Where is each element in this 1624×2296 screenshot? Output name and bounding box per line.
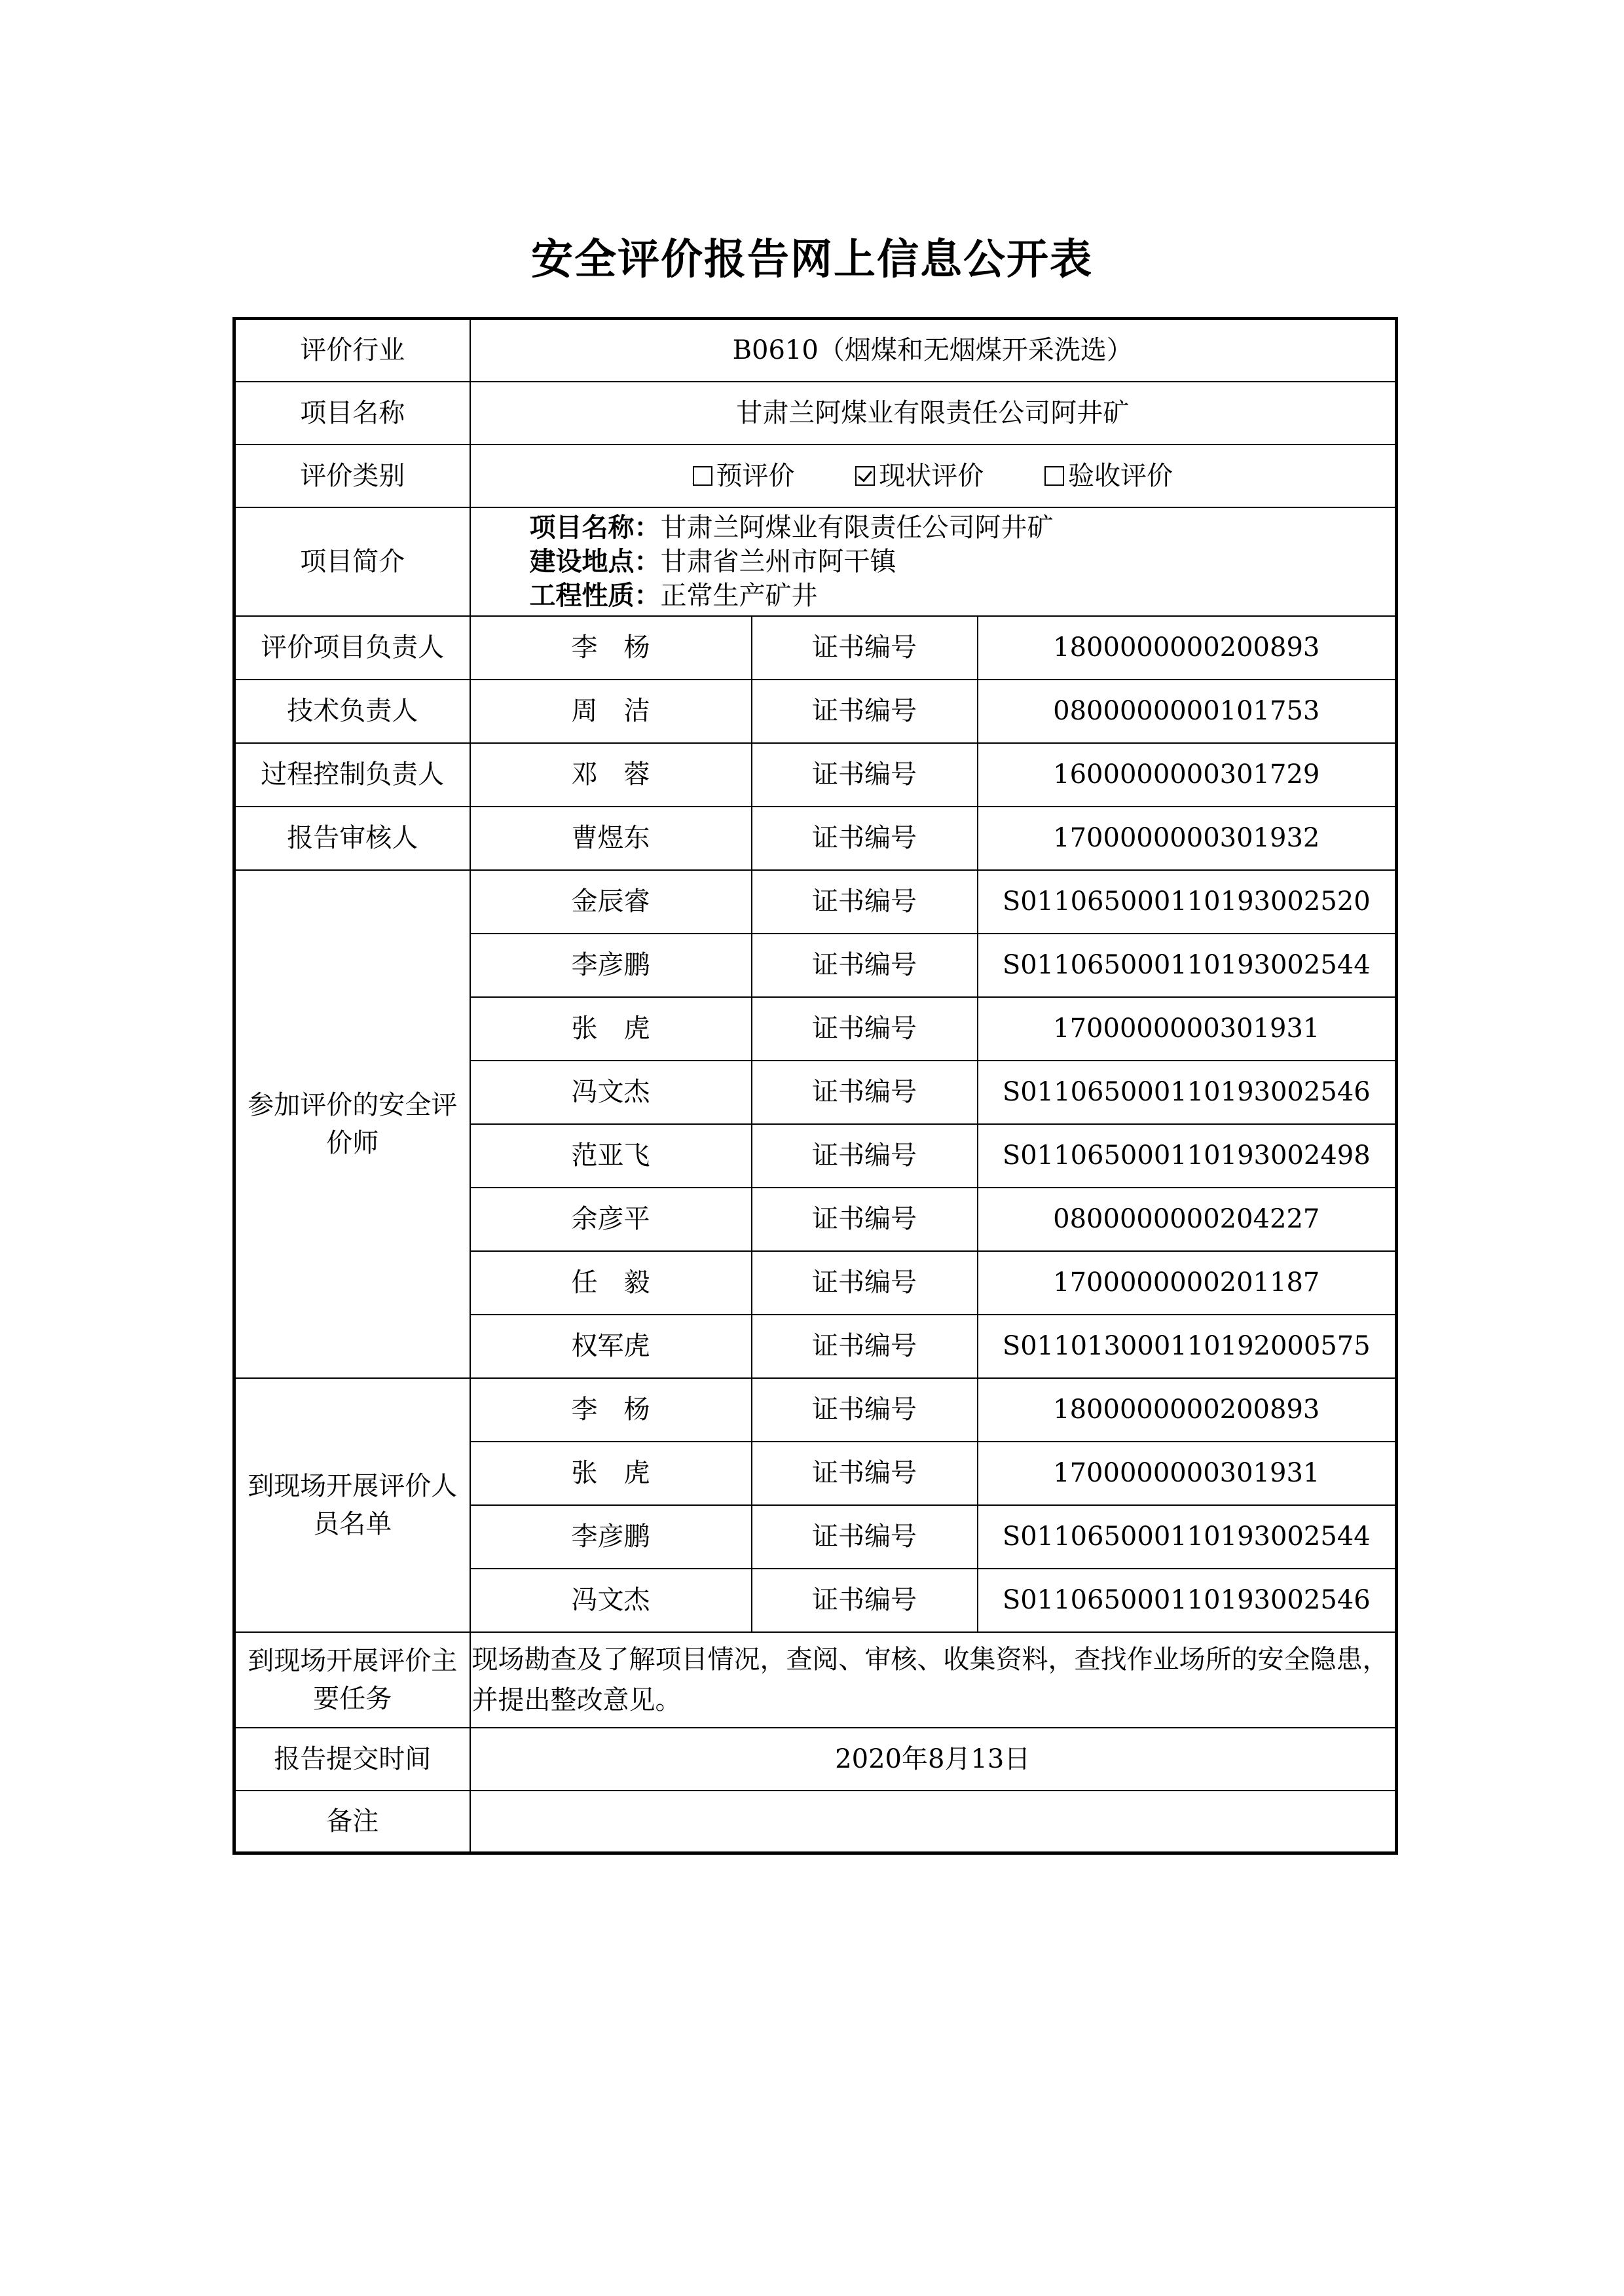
leader-row — [234, 807, 1397, 870]
row-task — [234, 1632, 1397, 1728]
submit-label: 报告提交时间 — [234, 1728, 470, 1791]
remark-value — [470, 1791, 1397, 1853]
project-name-label: 项目名称 — [234, 382, 470, 445]
task-label: 到现场开展评价主要任务 — [234, 1632, 470, 1728]
person-cert: 1700000000301931 — [978, 1442, 1397, 1505]
leader-name: 李 杨 — [470, 616, 752, 680]
cert-label: 证书编号 — [752, 1061, 978, 1124]
leader-name: 周 洁 — [470, 680, 752, 743]
person-cert: S011065000110193002544 — [978, 934, 1397, 997]
cert-label: 证书编号 — [752, 870, 978, 934]
person-name: 李彦鹏 — [470, 1505, 752, 1569]
cert-label: 证书编号 — [752, 807, 978, 870]
info-table — [232, 317, 1398, 1855]
cert-label: 证书编号 — [752, 1251, 978, 1315]
cert-label: 证书编号 — [752, 997, 978, 1061]
person-name: 任 毅 — [470, 1251, 752, 1315]
leader-role: 评价项目负责人 — [234, 616, 470, 680]
row-submit — [234, 1728, 1397, 1791]
eval-type-options — [470, 445, 1397, 507]
cert-label: 证书编号 — [752, 1124, 978, 1188]
person-cert: 0800000000204227 — [978, 1188, 1397, 1251]
cert-label: 证书编号 — [752, 1442, 978, 1505]
option-acceptance-eval-label: 验收评价 — [1067, 460, 1173, 491]
leader-cert: 1600000000301729 — [978, 743, 1397, 807]
person-name: 冯文杰 — [470, 1061, 752, 1124]
cert-label: 证书编号 — [752, 934, 978, 997]
person-name: 范亚飞 — [470, 1124, 752, 1188]
person-name: 张 虎 — [470, 997, 752, 1061]
option-acceptance-eval[interactable] — [1044, 457, 1173, 495]
checkbox-status-eval[interactable] — [855, 466, 875, 486]
leader-row — [234, 680, 1397, 743]
onsite-label: 到现场开展评价人员名单 — [234, 1378, 470, 1632]
leader-cert: 1800000000200893 — [978, 616, 1397, 680]
row-remark — [234, 1791, 1397, 1853]
task-value: 现场勘查及了解项目情况，查阅、审核、收集资料，查找作业场所的安全隐患，并提出整改意见。 — [470, 1632, 1397, 1728]
industry-label: 评价行业 — [234, 319, 470, 382]
person-cert: S011013000110192000575 — [978, 1315, 1397, 1378]
person-name: 权军虎 — [470, 1315, 752, 1378]
leader-name: 曹煜东 — [470, 807, 752, 870]
cert-label: 证书编号 — [752, 1378, 978, 1442]
leader-cert: 0800000000101753 — [978, 680, 1397, 743]
cert-label: 证书编号 — [752, 1569, 978, 1632]
row-project-name — [234, 382, 1397, 445]
intro-label: 项目简介 — [234, 507, 470, 616]
intro-line-nature: 工程性质：正常生产矿井 — [529, 580, 818, 611]
option-status-eval-label: 现状评价 — [879, 460, 984, 491]
person-cert: 1700000000201187 — [978, 1251, 1397, 1315]
cert-label: 证书编号 — [752, 616, 978, 680]
submit-value: 2020年8月13日 — [470, 1728, 1397, 1791]
page-title: 安全评价报告网上信息公开表 — [531, 236, 1093, 284]
person-cert: 1700000000301931 — [978, 997, 1397, 1061]
person-name: 金辰睿 — [470, 870, 752, 934]
person-cert: S011065000110193002546 — [978, 1061, 1397, 1124]
onsite-row — [234, 1378, 1397, 1442]
option-pre-eval-label: 预评价 — [716, 460, 795, 491]
checkbox-acceptance-eval[interactable] — [1044, 466, 1064, 486]
option-pre-eval[interactable] — [693, 457, 795, 495]
person-name: 余彦平 — [470, 1188, 752, 1251]
person-cert: S011065000110193002498 — [978, 1124, 1397, 1188]
leader-row — [234, 616, 1397, 680]
leader-role: 过程控制负责人 — [234, 743, 470, 807]
intro-line-name: 项目名称：甘肃兰阿煤业有限责任公司阿井矿 — [529, 512, 1054, 543]
leader-cert: 1700000000301932 — [978, 807, 1397, 870]
option-status-eval[interactable] — [855, 457, 984, 495]
person-name: 李 杨 — [470, 1378, 752, 1442]
leader-role: 报告审核人 — [234, 807, 470, 870]
row-eval-type — [234, 445, 1397, 507]
checkbox-pre-eval[interactable] — [693, 466, 712, 486]
leader-role: 技术负责人 — [234, 680, 470, 743]
cert-label: 证书编号 — [752, 680, 978, 743]
person-cert: S011065000110193002546 — [978, 1569, 1397, 1632]
eval-type-label: 评价类别 — [234, 445, 470, 507]
person-name: 冯文杰 — [470, 1569, 752, 1632]
person-cert: 1800000000200893 — [978, 1378, 1397, 1442]
remark-label: 备注 — [234, 1791, 470, 1853]
evaluators-row — [234, 870, 1397, 934]
project-name-value: 甘肃兰阿煤业有限责任公司阿井矿 — [470, 382, 1397, 445]
cert-label: 证书编号 — [752, 1505, 978, 1569]
intro-line-location: 建设地点：甘肃省兰州市阿干镇 — [529, 546, 896, 577]
person-cert: S011065000110193002544 — [978, 1505, 1397, 1569]
cert-label: 证书编号 — [752, 1315, 978, 1378]
leader-name: 邓 蓉 — [470, 743, 752, 807]
person-name: 李彦鹏 — [470, 934, 752, 997]
row-intro — [234, 507, 1397, 616]
evaluators-label: 参加评价的安全评价师 — [234, 870, 470, 1378]
row-industry — [234, 319, 1397, 382]
intro-content — [470, 507, 1397, 616]
industry-value: B0610（烟煤和无烟煤开采洗选） — [470, 319, 1397, 382]
person-cert: S011065000110193002520 — [978, 870, 1397, 934]
person-name: 张 虎 — [470, 1442, 752, 1505]
cert-label: 证书编号 — [752, 743, 978, 807]
leader-row — [234, 743, 1397, 807]
cert-label: 证书编号 — [752, 1188, 978, 1251]
